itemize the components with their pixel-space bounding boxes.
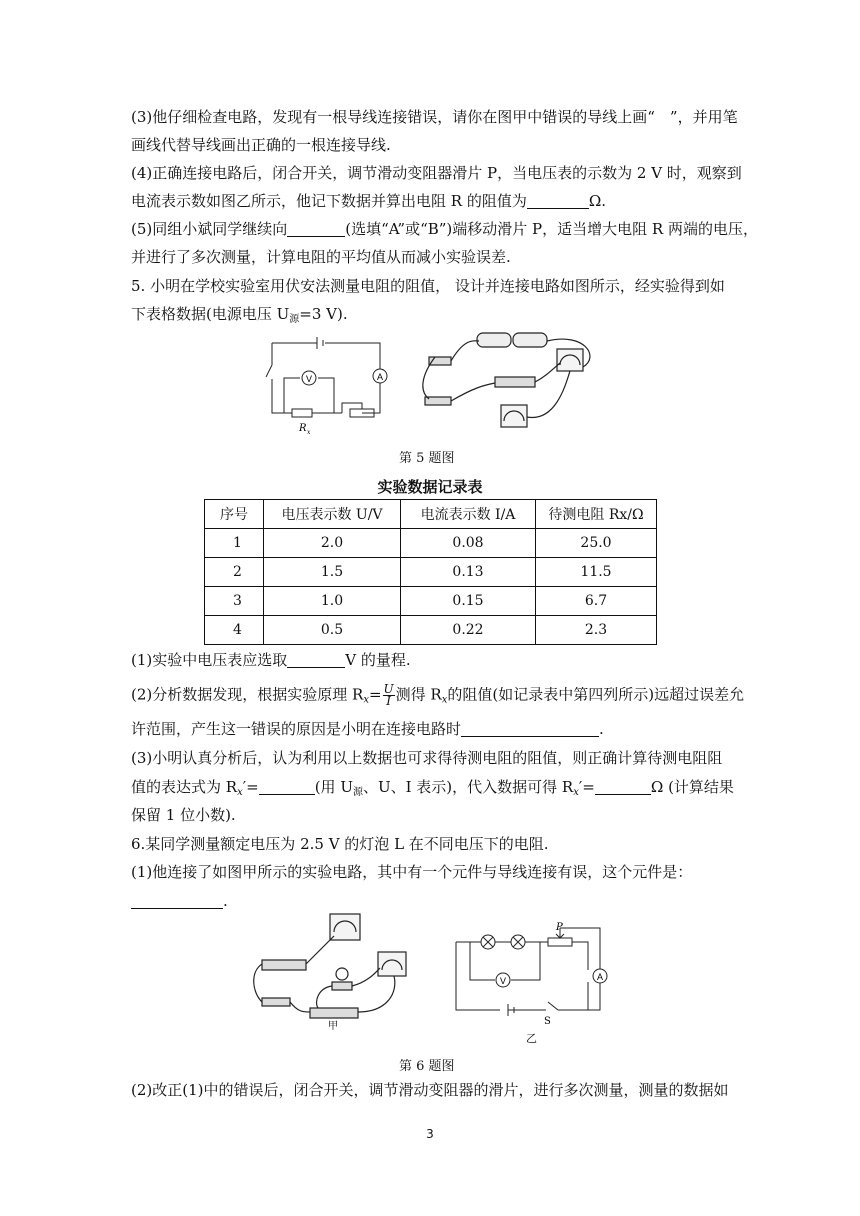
table-cell: 25.0 <box>536 529 657 558</box>
q5-sub3-line3: 保留 1 位小数). <box>131 806 236 824</box>
answer-blank <box>287 653 345 668</box>
voltmeter-label: V <box>305 374 313 384</box>
q5-table-title: 实验数据记录表 <box>377 478 483 496</box>
table-header: 待测电阻 Rx/Ω <box>536 500 657 529</box>
q6-sub2-line1: (2)改正(1)中的错误后，闭合开关，调节滑动变阻器的滑片，进行多次测量，测量的数据如 <box>131 1081 729 1099</box>
fraction-u-over-i: $\frac{U}{I}$ <box>383 682 394 708</box>
voltmeter-label: V <box>499 976 507 986</box>
q6-apparatus-illustration <box>248 912 418 1032</box>
switch-label: S <box>544 1016 551 1027</box>
answer-blank <box>287 222 345 237</box>
q6-intro: 6.某同学测量额定电压为 2.5 V 的灯泡 L 在不同电压下的电阻. <box>131 835 549 853</box>
q4-part4-line1: (4)正确连接电路后，闭合开关，调节滑动变阻器滑片 P，当电压表的示数为 2 V 时，观察到 <box>131 164 742 182</box>
resistor-label: R <box>299 423 307 434</box>
q5-intro-line1: 5. 小明在学校实验室用伏安法测量电阻的阻值， 设计并连接电路如图所示，经实验得到如 <box>131 277 725 295</box>
resistor-subscript: x <box>307 429 311 436</box>
label-jia: 甲 <box>328 1021 338 1032</box>
table-cell: 0.13 <box>401 558 536 587</box>
q6-sub1-line1: (1)他连接了如图甲所示的实验电路，其中有一个元件与导线连接有误，这个元件是： <box>131 863 693 881</box>
table-cell: 0.22 <box>401 616 536 645</box>
table-row <box>205 587 657 616</box>
table-header: 电压表示数 U/V <box>264 500 401 529</box>
answer-blank <box>259 780 315 795</box>
table-header-row <box>205 500 657 529</box>
q5-sub3-line1: (3)小明认真分析后，认为利用以上数据也可求得待测电阻的阻值，则正确计算待测电阻阻 <box>131 749 723 767</box>
q4-part5-line1: (5)同组小斌同学继续向 (选填“A”或“B”)端移动滑片 P，适当增大电阻 R 两端的电压， <box>131 220 758 238</box>
q6-circuit-diagram <box>448 920 613 1030</box>
page-number: 3 <box>426 1127 434 1141</box>
table-cell: 2 <box>205 558 264 587</box>
q5-figure-caption: 第 5 题图 <box>399 451 455 466</box>
answer-blank <box>595 780 651 795</box>
table-cell: 6.7 <box>536 587 657 616</box>
table-cell: 1.0 <box>264 587 401 616</box>
q5-sub2-line2: 许范围，产生这一错误的原因是小明在连接电路时 . <box>131 720 604 738</box>
table-cell: 2.0 <box>264 529 401 558</box>
table-row <box>205 529 657 558</box>
q4-part5-line2: 并进行了多次测量，计算电阻的平均值从而减小实验误差. <box>131 248 511 266</box>
q5-sub2-line1: (2)分析数据发现，根据实验原理 $R_x=$ $\frac{U}{I}$ 测得 $R_x$的阻值(如记录表中第四列所示)远超过误差允 <box>131 682 745 708</box>
q5-apparatus-illustration <box>415 327 600 439</box>
q5-intro-line2: 下表格数据(电源电压 $U_源=3$ V). <box>131 305 348 325</box>
q4-part4-line2: 电流表示数如图乙所示，他记下数据并算出电阻 R 的阻值为 Ω. <box>131 192 607 210</box>
answer-blank <box>131 894 223 909</box>
table-row <box>205 616 657 645</box>
q6-figure-caption: 第 6 题图 <box>399 1059 455 1074</box>
table-cell: 0.5 <box>264 616 401 645</box>
table-cell: 0.15 <box>401 587 536 616</box>
table-cell: 3 <box>205 587 264 616</box>
table-row <box>205 558 657 587</box>
ammeter-label: A <box>376 372 384 382</box>
table-cell: 1 <box>205 529 264 558</box>
answer-blank <box>527 194 589 209</box>
q6-sub1-line2: . <box>131 891 228 911</box>
q5-sub1: (1)实验中电压表应选取 V 的量程. <box>131 651 411 669</box>
q4-part3-line1: (3)他仔细检查电路，发现有一根导线连接错误，请你在图甲中错误的导线上画“ ”，并用笔 <box>131 108 738 126</box>
label-yi: 乙 <box>526 1032 537 1045</box>
q5-data-table <box>204 499 657 645</box>
answer-blank <box>461 722 599 737</box>
q5-circuit-diagram <box>262 335 392 435</box>
q5-sub3-line2: 值的表达式为 $R_x'=$ (用 $U_源$、U、I 表示)，代入数据可得 $R_x'= \Omega$ (计算结果 <box>131 778 734 798</box>
slider-label: P <box>556 922 563 933</box>
table-cell: 2.3 <box>536 616 657 645</box>
table-header: 序号 <box>205 500 264 529</box>
table-cell: 1.5 <box>264 558 401 587</box>
table-header: 电流表示数 I/A <box>401 500 536 529</box>
ammeter-label: A <box>596 972 604 982</box>
q4-part3-line2: 画线代替导线画出正确的一根连接导线. <box>131 136 391 154</box>
table-cell: 11.5 <box>536 558 657 587</box>
table-cell: 0.08 <box>401 529 536 558</box>
table-cell: 4 <box>205 616 264 645</box>
